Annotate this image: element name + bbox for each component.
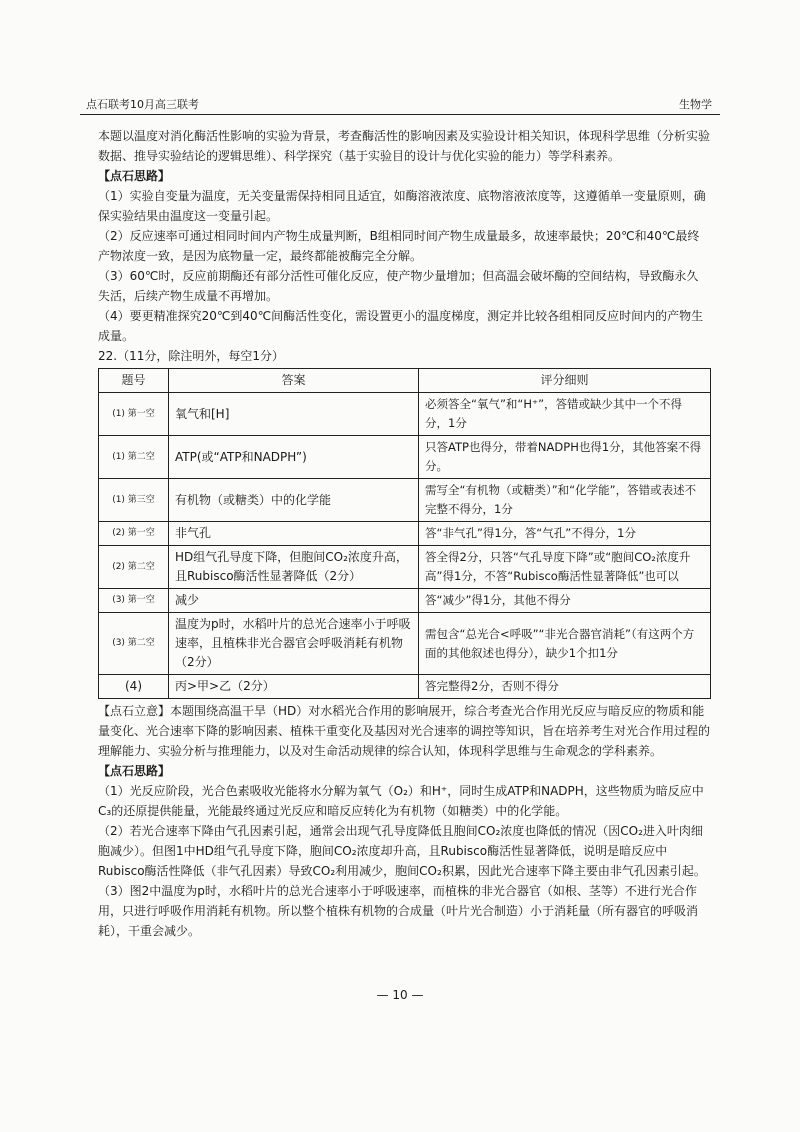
q22-thinking-heading: 【点石思路】: [98, 764, 171, 778]
question-no: (2) 第二空: [99, 546, 169, 589]
q21-thinking-3: （3）60℃时，反应前期酶还有部分活性可催化反应，使产物少量增加；但高温会破坏酶的空间结构，导致酶永久失活，后续产物生成量不再增加。: [98, 269, 699, 303]
rule-cell: 必须答全“氧气”和“H⁺”，答错或缺少其中一个不得分，1分: [419, 393, 711, 436]
rule-cell: 答完整得2分，否则不得分: [419, 675, 711, 699]
answer-cell: 温度为p时，水稻叶片的总光合速率小于呼吸速率，且植株非光合器官会呼吸消耗有机物（2分）: [169, 613, 419, 675]
answer-cell: 丙>甲>乙（2分）: [169, 675, 419, 699]
question-no: (3) 第二空: [99, 613, 169, 675]
table-row: [99, 589, 711, 613]
question-no: (2) 第一空: [99, 522, 169, 546]
answer-cell: 减少: [169, 589, 419, 613]
page-content: [98, 126, 710, 941]
answer-table: [98, 368, 711, 699]
rule-cell: 需写全“有机物（或糖类）”和“化学能”，答错或表述不完整不得分，1分: [419, 479, 711, 522]
table-row: [99, 546, 711, 589]
rule-cell: 答“非气孔”得1分，答“气孔”不得分，1分: [419, 522, 711, 546]
table-row: [99, 613, 711, 675]
question-no: (1) 第二空: [99, 436, 169, 479]
rule-cell: 答全得2分，只答“气孔导度下降”或“胞间CO₂浓度升高”得1分，不答“Rubisco酶活性显著降低”也可以: [419, 546, 711, 589]
answer-cell: 氧气和[H]: [169, 393, 419, 436]
table-row: [99, 522, 711, 546]
header-question-no: 题号: [99, 369, 169, 393]
answer-cell: HD组气孔导度下降，但胞间CO₂浓度升高，且Rubisco酶活性显著降低（2分）: [169, 546, 419, 589]
q22-thinking-2: （2）若光合速率下降由气孔因素引起，通常会出现气孔导度降低且胞间CO₂浓度也降低的情况（因CO₂进入叶肉细胞减少）。但图1中HD组气孔导度下降，胞间CO₂浓度却升高，且Rubisco酶活性显著降低，说明是暗反应中Rubisco酶活性降低（非气孔因素）导致CO₂利用减少，胞间CO₂积累，因此光合速率下降主要由非气孔因素引起。: [98, 824, 706, 878]
answer-cell: ATP(或“ATP和NADPH”): [169, 436, 419, 479]
question-no: (3) 第一空: [99, 589, 169, 613]
header-subject: 生物学: [679, 98, 712, 111]
q22-title: 22.（11分，除注明外，每空1分）: [98, 349, 284, 363]
page-number: — 10 —: [376, 988, 424, 1002]
page-header: [80, 92, 720, 115]
question-no: (1) 第三空: [99, 479, 169, 522]
answer-cell: 非气孔: [169, 522, 419, 546]
q21-intro: 本题以温度对消化酶活性影响的实验为背景，考查酶活性的影响因素及实验设计相关知识，体现科学思维（分析实验数据、推导实验结论的逻辑思维）、科学探究（基于实验目的设计与优化实验的能力）等学科素养。: [98, 129, 711, 163]
rule-cell: 答“减少”得1分，其他不得分: [419, 589, 711, 613]
q22-intent: 【点石立意】本题围绕高温干旱（HD）对水稻光合作用的影响展开，综合考查光合作用光反应与暗反应的物质和能量变化、光合速率下降的影响因素、植株干重变化及基因对光合速率的调控等知识，旨在培养考生对光合作用过程的理解能力、实验分析与推理能力，以及对生命活动规律的综合认知，体现科学思维与生命观念的学科素养。: [98, 704, 711, 758]
question-no: (1) 第一空: [99, 393, 169, 436]
table-row: [99, 675, 711, 699]
question-no: (4): [99, 675, 169, 699]
q22-thinking-1: （1）光反应阶段，光合色素吸收光能将水分解为氧气（O₂）和H⁺，同时生成ATP和NADPH，这些物质为暗反应中C₃的还原提供能量，光能最终通过光反应和暗反应转化为有机物（如糖类）中的化学能。: [98, 784, 704, 818]
q21-thinking-1: （1）实验自变量为温度，无关变量需保持相同且适宜，如酶溶液浓度、底物溶液浓度等，这遵循单一变量原则，确保实验结果由温度这一变量引起。: [98, 189, 706, 223]
answer-cell: 有机物（或糖类）中的化学能: [169, 479, 419, 522]
q21-thinking-4: （4）要更精准探究20℃到40℃间酶活性变化，需设置更小的温度梯度，测定并比较各组相同反应时间内的产物生成量。: [98, 309, 704, 343]
header-exam-title: 点石联考10月高三联考: [86, 98, 199, 111]
q21-thinking-2: （2）反应速率可通过相同时间内产物生成量判断，B组相同时间产物生成量最多，故速率最快；20℃和40℃最终产物浓度一致，是因为底物量一定，最终都能被酶完全分解。: [98, 229, 700, 263]
table-row: [99, 436, 711, 479]
q22-thinking-3: （3）图2中温度为p时，水稻叶片的总光合速率小于呼吸速率，而植株的非光合器官（如根、茎等）不进行光合作用，只进行呼吸作用消耗有机物。所以整个植株有机物的合成量（叶片光合制造）小于消耗量（所有器官的呼吸消耗），干重会减少。: [98, 884, 699, 938]
rule-cell: 只答ATP也得分，带着NADPH也得1分，其他答案不得分。: [419, 436, 711, 479]
rule-cell: 需包含“总光合<呼吸”“非光合器官消耗”（有这两个方面的其他叙述也得分），缺少1个扣1分: [419, 613, 711, 675]
table-row: [99, 479, 711, 522]
header-answer: 答案: [169, 369, 419, 393]
table-header-row: [99, 369, 711, 393]
header-scoring-rule: 评分细则: [419, 369, 711, 393]
table-row: [99, 393, 711, 436]
q21-thinking-heading: 【点石思路】: [98, 169, 171, 183]
